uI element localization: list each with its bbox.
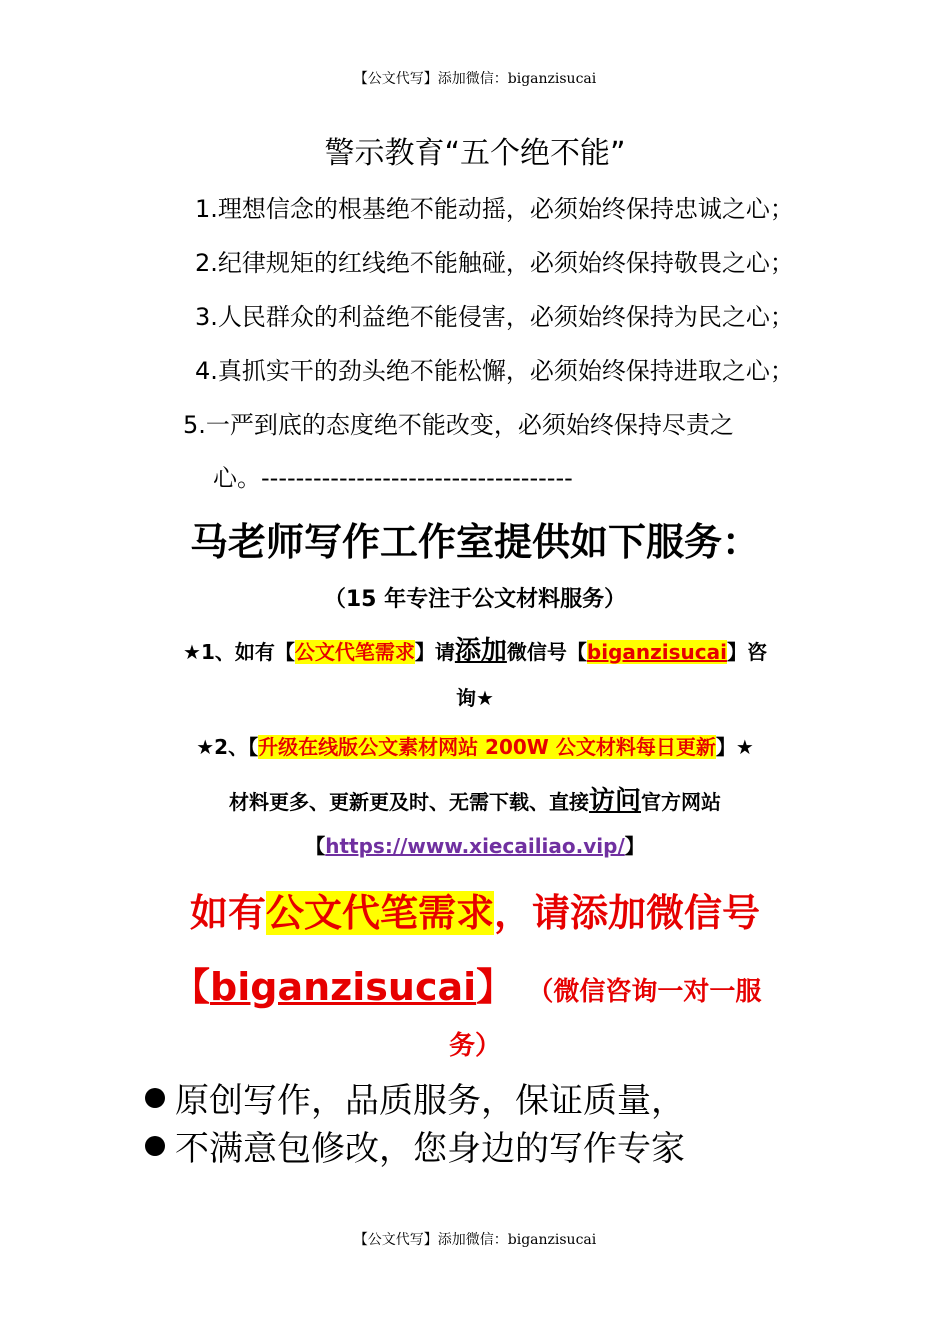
list-item: 1.理想信念的根基绝不能动摇，必须始终保持忠诚之心； <box>195 195 794 223</box>
bullet-dot-icon <box>145 1136 165 1156</box>
studio-title: 马老师写作工作室提供如下服务： <box>189 520 760 564</box>
bullet-text: 原创写作，品质服务，保证质量， <box>175 1081 685 1121</box>
bullet-item <box>145 1073 685 1122</box>
bullet-item <box>145 1121 685 1170</box>
cta-wechat[interactable]: biganzisucai <box>210 965 477 1009</box>
url-bracket-open: 【 <box>305 834 326 858</box>
service-1-add: 添加 <box>454 636 507 666</box>
service-1 <box>0 630 950 667</box>
service-2-detail-post: 官方网站 <box>641 790 721 814</box>
list-item: 3.人民群众的利益绝不能侵害，必须始终保持为民之心； <box>195 303 794 331</box>
service-2-highlight: 升级在线版公文素材网站 200W 公文材料每日更新 <box>258 735 716 759</box>
service-2 <box>0 731 950 760</box>
bullet-text: 不满意包修改，您身边的写作专家 <box>175 1129 685 1169</box>
service-1-highlight: 公文代笔需求 <box>294 640 415 664</box>
cta-note: （微信咨询一对一服 <box>527 977 762 1007</box>
service-1-mid: 】请 <box>414 640 455 664</box>
service-1-wechat[interactable]: biganzisucai <box>586 640 727 664</box>
service-2-url-line <box>0 830 950 859</box>
url-bracket-close: 】 <box>624 834 645 858</box>
cta-highlight: 公文代笔需求 <box>265 891 494 935</box>
service-2-prefix: ★2、【 <box>196 735 259 759</box>
service-2-detail <box>0 780 950 817</box>
list-item: 5.一严到底的态度绝不能改变，必须始终保持尽责之 <box>183 411 734 439</box>
service-2-detail-pre: 材料更多、更新更及时、无需下载、直接 <box>228 790 589 814</box>
list-item-continued: 心。------------------------------------ <box>213 464 573 492</box>
studio-subtitle: （15 年专注于公文材料服务） <box>323 587 627 612</box>
bullet-dot-icon <box>145 1088 165 1108</box>
service-1-suffix: 】咨 <box>726 640 767 664</box>
cta-wechat-line <box>172 956 761 1011</box>
cta-suffix: ，请添加微信号 <box>494 891 761 935</box>
website-link[interactable]: https://www.xiecailiao.vip/ <box>325 834 625 858</box>
service-2-suffix: 】★ <box>715 735 754 759</box>
header-note: 【公文代写】添加微信：biganzisucai <box>353 71 597 87</box>
service-1-prefix: ★1、如有【 <box>183 640 295 664</box>
list-item: 4.真抓实干的劲头绝不能松懈，必须始终保持进取之心； <box>195 357 794 385</box>
cta-bracket-open: 【 <box>172 965 211 1009</box>
cta-bracket-close: 】 <box>476 965 515 1009</box>
cta-note-end: 务） <box>448 1031 501 1061</box>
list-item: 2.纪律规矩的红线绝不能触碰，必须始终保持敬畏之心； <box>195 249 794 277</box>
cta-prefix: 如有 <box>189 891 266 935</box>
service-1-mid2: 微信号【 <box>506 640 587 664</box>
service-1-continued: 询★ <box>456 686 494 710</box>
service-2-visit: 访问 <box>588 786 641 816</box>
page-title: 警示教育“五个绝不能” <box>324 136 626 171</box>
cta-line <box>0 882 950 937</box>
footer-note: 【公文代写】添加微信：biganzisucai <box>353 1232 597 1248</box>
